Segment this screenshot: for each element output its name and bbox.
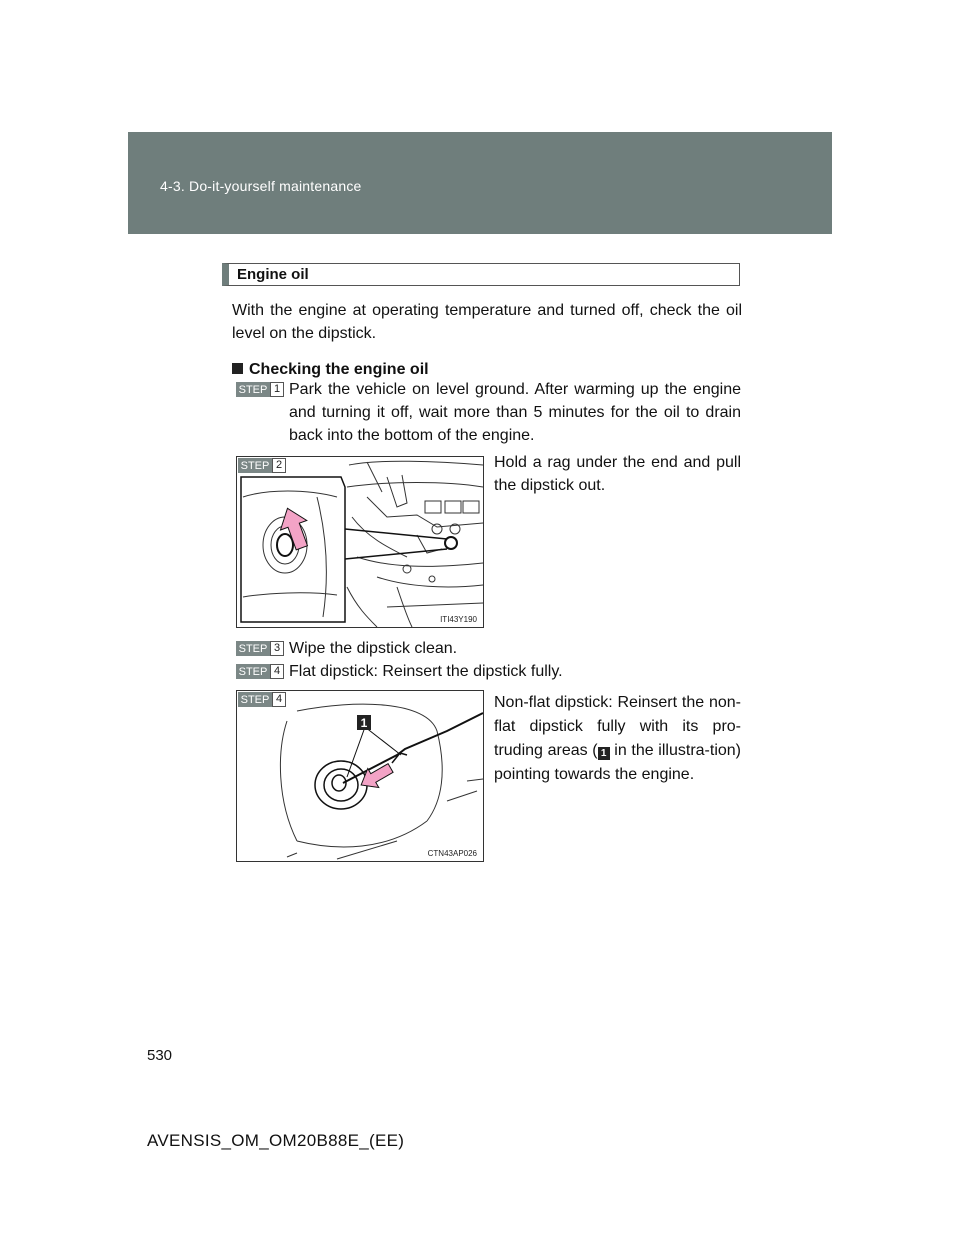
step-4b-text-after: in the illustra-tion) pointing towards the engine.: [494, 742, 741, 783]
section-heading-box: [222, 263, 740, 286]
chapter-title: 4-3. Do-it-yourself maintenance: [160, 178, 362, 194]
step-label: STEP: [238, 458, 272, 473]
figure-code: ITI43Y190: [440, 615, 477, 624]
figure-step-2-badge: [238, 458, 286, 473]
step-number: 1: [270, 382, 284, 397]
step-number: 4: [270, 664, 284, 679]
step-number: 2: [272, 458, 286, 473]
protrusion-badge: 1: [598, 747, 610, 760]
step-label: STEP: [238, 692, 272, 707]
callout-label: 1: [360, 716, 368, 730]
square-bullet-icon: [232, 363, 243, 374]
figure-dipstick-location: [236, 456, 484, 628]
step-2-text: Hold a rag under the end and pull the dipstick out.: [494, 454, 741, 494]
figure-step-4-badge: [238, 692, 286, 707]
subheading-text: Checking the engine oil: [249, 361, 429, 378]
chapter-header: [128, 132, 832, 234]
step-4b-text: [494, 691, 741, 787]
document-footer: AVENSIS_OM_OM20B88E_(EE): [147, 1131, 405, 1150]
step-4-text: Flat dipstick: Reinsert the dipstick fully.: [289, 663, 563, 680]
step-label: STEP: [236, 641, 270, 656]
figure-code: CTN43AP026: [427, 849, 477, 858]
step-3-text: Wipe the dipstick clean.: [289, 640, 458, 657]
step-label: STEP: [236, 664, 270, 679]
engine-bay-illustration: [237, 457, 483, 627]
intro-paragraph: With the engine at operating temperature and turned off, check the oil level on the dipstick.: [232, 302, 742, 342]
step-label: STEP: [236, 382, 270, 397]
step-4b-text-before: Non-flat dipstick: Reinsert the non-flat dipstick fully with its pro-truding areas (: [494, 694, 741, 759]
figure-dipstick-insertion: [236, 690, 484, 862]
step-4-badge: [236, 664, 284, 679]
step-number: 4: [272, 692, 286, 707]
step-3-badge: [236, 641, 284, 656]
section-title: Engine oil: [237, 266, 309, 283]
page-number: 530: [147, 1047, 173, 1064]
dipstick-insertion-illustration: [237, 691, 483, 861]
step-number: 3: [270, 641, 284, 656]
step-1-badge: [236, 382, 284, 397]
step-1-text: Park the vehicle on level ground. After warming up the engine and turning it off, wait more than 5 minutes for the oil to drain back into the bottom of the engine.: [289, 381, 741, 444]
